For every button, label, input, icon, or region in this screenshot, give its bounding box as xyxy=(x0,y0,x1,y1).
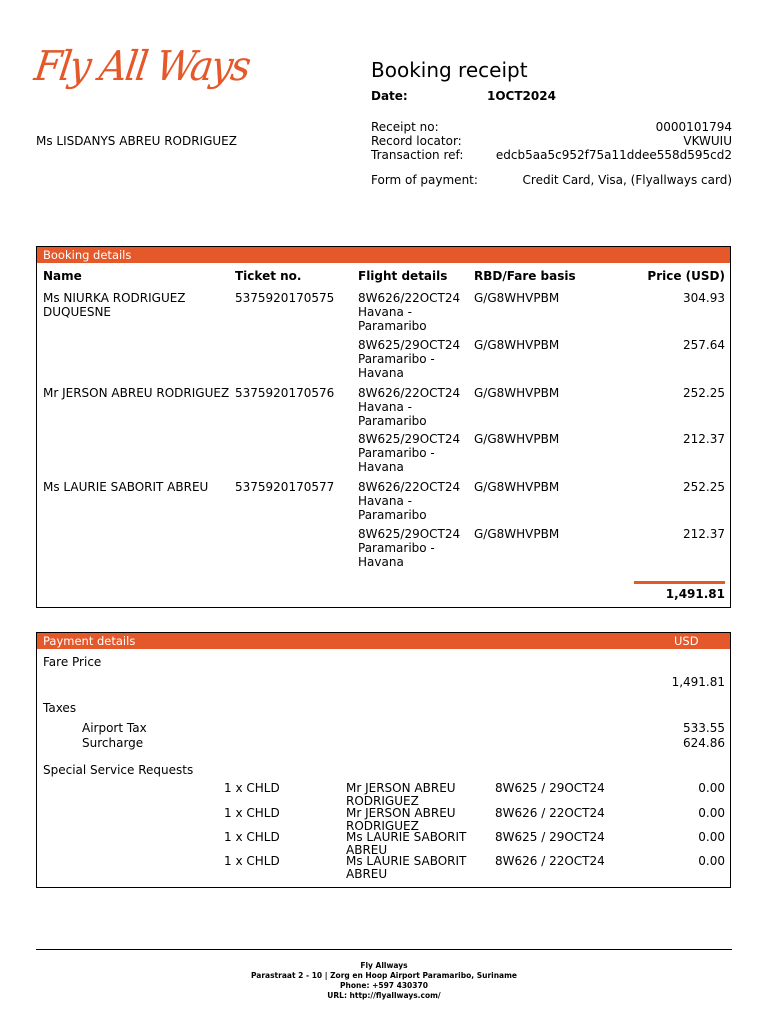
segment-price: 257.64 xyxy=(683,338,725,352)
segment-price: 212.37 xyxy=(683,432,725,446)
svg-text:Fly All Ways: Fly All Ways xyxy=(32,42,252,90)
ssr-passenger: Ms LAURIE SABORIT ABREU xyxy=(346,830,467,857)
flight-route: Paramaribo - Havana xyxy=(358,352,435,380)
ssr-passenger: Ms LAURIE SABORIT ABREU xyxy=(346,854,467,881)
flight-code: 8W625/29OCT24 xyxy=(358,338,461,352)
col-flight-header: Flight details xyxy=(358,269,448,283)
footer-divider xyxy=(36,949,732,950)
customer-name: Ms LISDANYS ABREU RODRIGUEZ xyxy=(36,134,237,148)
ticket-number: 5375920170576 xyxy=(235,386,335,400)
flight-code: 8W625/29OCT24 xyxy=(358,432,461,446)
flight-code: 8W625/29OCT24 xyxy=(358,527,461,541)
fare-basis: G/G8WHVPBM xyxy=(474,338,560,352)
footer-company: Fly Allways xyxy=(360,961,408,970)
transaction-ref-label: Transaction ref: xyxy=(371,148,464,162)
ssr-flight: 8W625 / 29OCT24 xyxy=(495,781,605,795)
ssr-amount: 0.00 xyxy=(698,854,725,868)
date-value: 1OCT2024 xyxy=(487,89,556,103)
passenger-name: Ms LAURIE SABORIT ABREU xyxy=(43,480,209,494)
fare-basis: G/G8WHVPBM xyxy=(474,432,560,446)
ssr-flight: 8W625 / 29OCT24 xyxy=(495,830,605,844)
fly-allways-logo xyxy=(32,30,252,108)
form-of-payment-value: Credit Card, Visa, (Flyallways card) xyxy=(522,173,732,187)
footer-url[interactable]: URL: http://flyallways.com/ xyxy=(327,991,441,1000)
flight-route: Havana - Paramaribo xyxy=(358,305,427,333)
ssr-flight: 8W626 / 22OCT24 xyxy=(495,806,605,820)
fare-basis: G/G8WHVPBM xyxy=(474,291,560,305)
ssr-qty: 1 x CHLD xyxy=(224,854,280,868)
ssr-label: Special Service Requests xyxy=(43,763,194,777)
flight-route: Havana - Paramaribo xyxy=(358,494,427,522)
flight-route: Paramaribo - Havana xyxy=(358,446,435,474)
segment-price: 212.37 xyxy=(683,527,725,541)
taxes-label: Taxes xyxy=(43,701,77,715)
ticket-number: 5375920170575 xyxy=(235,291,335,305)
ssr-passenger: Mr JERSON ABREU RODRIGUEZ xyxy=(346,781,456,808)
record-locator-value: VKWUIU xyxy=(683,134,732,148)
col-rbd-header: RBD/Fare basis xyxy=(474,269,576,283)
flight-route: Paramaribo - Havana xyxy=(358,541,435,569)
col-price-header: Price (USD) xyxy=(647,269,725,283)
segment-price: 252.25 xyxy=(683,480,725,494)
booking-details-section xyxy=(36,246,731,608)
date-label: Date: xyxy=(371,89,408,103)
fare-basis: G/G8WHVPBM xyxy=(474,386,560,400)
transaction-ref-value: edcb5aa5c952f75a11ddee558d595cd2 xyxy=(495,148,732,162)
receipt-no-value: 0000101794 xyxy=(655,120,732,134)
receipt-no-label: Receipt no: xyxy=(371,120,439,134)
airport-tax-label: Airport Tax xyxy=(82,721,147,735)
col-name-header: Name xyxy=(43,269,82,283)
booking-details-header xyxy=(37,247,730,263)
currency-label: USD xyxy=(674,634,699,648)
ssr-qty: 1 x CHLD xyxy=(224,806,280,820)
payment-details-header xyxy=(37,633,730,649)
surcharge-value: 624.86 xyxy=(683,736,725,750)
fare-basis: G/G8WHVPBM xyxy=(474,480,560,494)
flight-code: 8W626/22OCT24 xyxy=(358,386,461,400)
booking-details-title: Booking details xyxy=(43,248,132,262)
fare-price-value: 1,491.81 xyxy=(671,675,725,689)
flight-code: 8W626/22OCT24 xyxy=(358,480,461,494)
ssr-amount: 0.00 xyxy=(698,806,725,820)
payment-details-section xyxy=(36,632,731,888)
airport-tax-value: 533.55 xyxy=(683,721,725,735)
fare-basis: G/G8WHVPBM xyxy=(474,527,560,541)
record-locator-label: Record locator: xyxy=(371,134,462,148)
segment-price: 252.25 xyxy=(683,386,725,400)
surcharge-label: Surcharge xyxy=(82,736,144,750)
ssr-amount: 0.00 xyxy=(698,830,725,844)
form-of-payment-label: Form of payment: xyxy=(371,173,478,187)
segment-price: 304.93 xyxy=(683,291,725,305)
payment-details-title: Payment details xyxy=(43,634,136,648)
col-ticket-header: Ticket no. xyxy=(235,269,302,283)
flight-code: 8W626/22OCT24 xyxy=(358,291,461,305)
flight-route: Havana - Paramaribo xyxy=(358,400,427,428)
passenger-name: Mr JERSON ABREU RODRIGUEZ xyxy=(43,386,230,400)
total-underline xyxy=(634,581,725,584)
fare-price-label: Fare Price xyxy=(43,655,102,669)
page-title: Booking receipt xyxy=(371,58,528,82)
footer-address: Parastraat 2 - 10 | Zorg en Hoop Airport Paramaribo, Suriname xyxy=(250,971,518,980)
ssr-amount: 0.00 xyxy=(698,781,725,795)
passenger-name: Ms NIURKA RODRIGUEZ DUQUESNE xyxy=(43,291,186,319)
footer-phone: Phone: +597 430370 xyxy=(340,981,428,990)
ssr-flight: 8W626 / 22OCT24 xyxy=(495,854,605,868)
ssr-qty: 1 x CHLD xyxy=(224,830,280,844)
ticket-number: 5375920170577 xyxy=(235,480,335,494)
booking-total: 1,491.81 xyxy=(665,587,725,601)
ssr-qty: 1 x CHLD xyxy=(224,781,280,795)
ssr-passenger: Mr JERSON ABREU RODRIGUEZ xyxy=(346,806,456,833)
